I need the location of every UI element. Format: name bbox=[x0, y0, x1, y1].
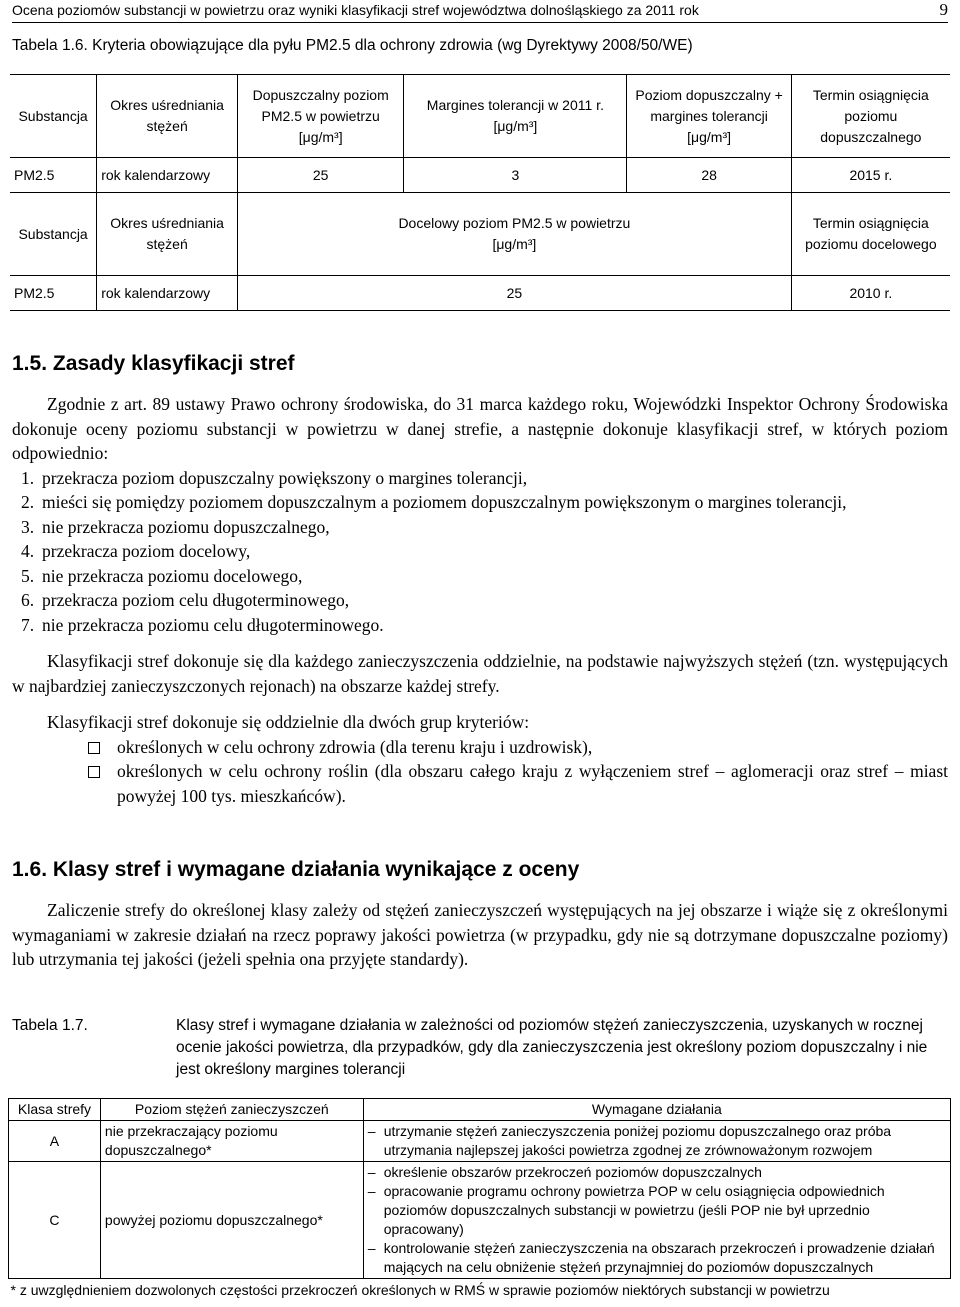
section-1-5-body bbox=[12, 392, 948, 808]
cell-level: nie przekraczający poziomu dopuszczalnego* bbox=[100, 1121, 363, 1162]
cell-period: rok kalendarzowy bbox=[97, 276, 238, 311]
table3-caption-label: Tabela 1.7. bbox=[12, 1017, 88, 1034]
cell-class: A bbox=[9, 1121, 101, 1162]
cell-sum: 28 bbox=[627, 158, 791, 193]
section-heading-1-6: 1.6. Klasy stref i wymagane działania wynikające z oceny bbox=[12, 858, 580, 881]
list-item: 6. przekracza poziom celu długoterminowego, bbox=[21, 590, 350, 610]
table1-caption: Tabela 1.6. Kryteria obowiązujące dla pyłu PM2.5 dla ochrony zdrowia (wg Dyrektywy 2008/50/WE) bbox=[12, 37, 693, 54]
cell-deadline: 2010 r. bbox=[791, 276, 950, 311]
col-period-2: Okres uśredniania stężeń bbox=[97, 193, 238, 276]
table-row bbox=[9, 1121, 951, 1162]
table-header-row bbox=[9, 1099, 951, 1121]
col-target-level: Docelowy poziom PM2.5 w powietrzu [μg/m³] bbox=[238, 193, 792, 276]
cell-margin: 3 bbox=[404, 158, 627, 193]
col-substance: Substancja bbox=[10, 75, 97, 158]
col-allowed-plus-margin: Poziom dopuszczalny + margines tolerancji [μg/m³] bbox=[627, 75, 791, 158]
table-footnote: * z uwzględnieniem dozwolonych częstości przekroczeń określonych w RMŚ w sprawie poziomów niektórych substancji w powietrzu bbox=[9, 1279, 951, 1303]
cell-level: powyżej poziomu dopuszczalnego* bbox=[100, 1162, 363, 1279]
col-required-actions: Wymagane działania bbox=[363, 1099, 950, 1121]
table-header-row bbox=[10, 75, 950, 158]
section-1-6-body bbox=[12, 898, 948, 972]
col-concentration-level: Poziom stężeń zanieczyszczeń bbox=[100, 1099, 363, 1121]
table-header-row-2 bbox=[10, 193, 950, 276]
col-substance-2: Substancja bbox=[10, 193, 97, 276]
col-deadline-2: Termin osiągnięcia poziomu docelowego bbox=[791, 193, 950, 276]
cell-substance: PM2.5 bbox=[10, 276, 97, 311]
paragraph: Zgodnie z art. 89 ustawy Prawo ochrony środowiska, do 31 marca każdego roku, Wojewódzki Inspektor Ochrony Środowiska dokonuje oceny poziomu substancji w powietrzu w danej strefie, a następnie dokonuje klasyfikacji stref, w których poziom odpowiednio: bbox=[12, 394, 948, 463]
cell-allowed: 25 bbox=[238, 158, 404, 193]
list-item: 7. nie przekracza poziomu celu długoterminowego. bbox=[21, 614, 384, 635]
cell-target: 25 bbox=[238, 276, 792, 311]
footnote-row bbox=[9, 1279, 951, 1303]
list-item: określonych w celu ochrony roślin (dla obszaru całego kraju z wyłączeniem stref – aglomeracji oraz stref – miast powyżej 100 tys. mieszkańców). bbox=[12, 759, 948, 808]
page-header bbox=[12, 0, 948, 23]
paragraph: Klasyfikacji stref dokonuje się oddzielnie dla dwóch grup kryteriów: bbox=[47, 712, 530, 732]
paragraph: Zaliczenie strefy do określonej klasy zależy od stężeń zanieczyszczeń występujących na jej obszarze i wiąże się z określonymi wymaganiami w zakresie działań na rzecz poprawy jakości powietrza (w przypadku, gdy nie są dotrzymane dopuszczalne poziomy) lub utrzymania tej jakości (jeżeli spełnia ona przyjęte standardy). bbox=[12, 900, 948, 969]
col-margin: Margines tolerancji w 2011 r. [μg/m³] bbox=[404, 75, 627, 158]
list-item: 4. przekracza poziom docelowy, bbox=[21, 541, 251, 561]
col-allowed-level: Dopuszczalny poziom PM2.5 w powietrzu [μg/m³] bbox=[238, 75, 404, 158]
checkbox-bullet-icon bbox=[88, 742, 100, 754]
action-item: – opracowanie programu ochrony powietrza POP w celu osiągnięcia odpowiednich poziomów dopuszczalnych substancji w powietrzu (jeśli POP nie był uprzednio opracowany) bbox=[367, 1183, 885, 1237]
action-item: – utrzymanie stężeń zanieczyszczenia poniżej poziomu dopuszczalnego oraz próba utrzymania najlepszej jakości powietrza zgodnej ze zrównoważonym rozwojem bbox=[367, 1123, 892, 1158]
cell-substance: PM2.5 bbox=[10, 158, 97, 193]
list-item: 5. nie przekracza poziomu docelowego, bbox=[21, 565, 303, 586]
list-item: 1. przekracza poziom dopuszczalny powiększony o margines tolerancji, bbox=[21, 467, 528, 488]
col-zone-class: Klasa strefy bbox=[9, 1099, 101, 1121]
list-item: 2. mieści się pomiędzy poziomem dopuszczalnym a poziomem dopuszczalnym powiększonym o margines tolerancji, bbox=[21, 492, 847, 512]
cell-deadline: 2015 r. bbox=[791, 158, 950, 193]
classification-criteria-list bbox=[12, 466, 948, 638]
table-row bbox=[10, 276, 950, 311]
cell-actions bbox=[363, 1162, 950, 1279]
action-item: – określenie obszarów przekroczeń poziomów dopuszczalnych bbox=[367, 1164, 762, 1180]
criteria-groups-list bbox=[12, 735, 948, 809]
table-row bbox=[10, 158, 950, 193]
col-period: Okres uśredniania stężeń bbox=[97, 75, 238, 158]
cell-actions bbox=[363, 1121, 950, 1162]
table3-caption bbox=[12, 1015, 948, 1081]
page-number: 9 bbox=[939, 0, 948, 19]
section-heading-1-5: 1.5. Zasady klasyfikacji stref bbox=[12, 352, 295, 375]
running-title: Ocena poziomów substancji w powietrzu oraz wyniki klasyfikacji stref województwa dolnośląskiego za 2011 rok bbox=[12, 2, 699, 18]
cell-class: C bbox=[9, 1162, 101, 1279]
list-item: określonych w celu ochrony zdrowia (dla terenu kraju i uzdrowisk), bbox=[12, 735, 948, 760]
paragraph: Klasyfikacji stref dokonuje się dla każdego zanieczyszczenia oddzielnie, na podstawie najwyższych stężeń (tzn. występujących w najbardziej zanieczyszczonych rejonach) na obszarze każdej strefy. bbox=[12, 651, 948, 696]
list-item: 3. nie przekracza poziomu dopuszczalnego, bbox=[21, 516, 330, 537]
action-item: – kontrolowanie stężeń zanieczyszczenia na obszarach przekroczeń i prowadzenie działań mających na celu obniżenie stężeń przynajmniej do poziomów dopuszczalnych bbox=[367, 1240, 935, 1275]
table-row bbox=[9, 1162, 951, 1279]
cell-period: rok kalendarzowy bbox=[97, 158, 238, 193]
table3-caption-text: Klasy stref i wymagane działania w zależności od poziomów stężeń zanieczyszczenia, uzyskanych w rocznej ocenie jakości powietrza, dla przypadków, gdy dla zanieczyszczenia jest określony poziom dopuszczalny i nie jest określony margines tolerancji bbox=[176, 1017, 928, 1078]
pm25-criteria-table bbox=[10, 74, 950, 311]
col-deadline: Termin osiągnięcia poziomu dopuszczalnego bbox=[791, 75, 950, 158]
zone-classes-table bbox=[8, 1098, 951, 1302]
checkbox-bullet-icon bbox=[88, 766, 100, 778]
